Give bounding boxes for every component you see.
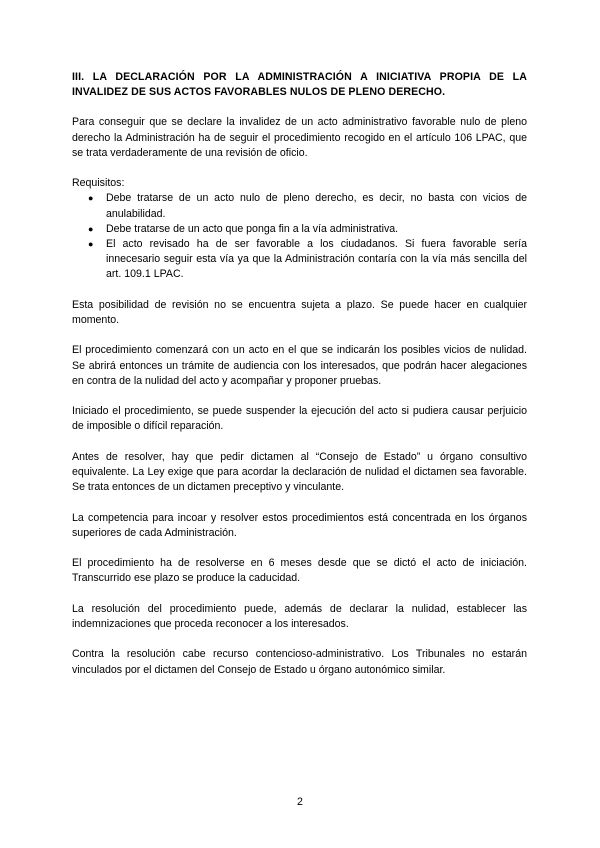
bullet-icon: ● (88, 223, 94, 234)
intro-paragraph: Para conseguir que se declare la invalidez de un acto administrativo favorable nulo de pleno derecho la Administración ha de seguir el procedimiento recogido en el artículo 106 LPAC, que se trata verdaderamente de una revisión de oficio. (72, 116, 527, 159)
body-paragraph: El procedimiento comenzará con un acto en el que se indicarán los posibles vicios de nulidad. Se abrirá entonces un trámite de audiencia con los interesados, que podrán hacer alegaciones en contra de la nulidad del acto y acompañar y proponer pruebas. (72, 344, 527, 387)
body-paragraph: La competencia para incoar y resolver estos procedimientos está concentrada en los órganos superiores de cada Administración. (72, 511, 527, 539)
requirement-text: Debe tratarse de un acto que ponga fin a la vía administrativa. (106, 222, 399, 235)
requirements-label: Requisitos: (72, 177, 125, 190)
list-item (72, 237, 527, 283)
requirement-text: Debe tratarse de un acto nulo de pleno derecho, es decir, no basta con vicios de anulabilidad. (106, 192, 527, 220)
document-page (72, 70, 527, 693)
body-paragraph: Esta posibilidad de revisión no se encuentra sujeta a plazo. Se puede hacer en cualquier momento. (72, 298, 527, 327)
body-paragraph: Contra la resolución cabe recurso contencioso-administrativo. Los Tribunales no estarán vinculados por el dictamen del Consejo de Estado u órgano autonómico similar. (72, 648, 527, 676)
page-number: 2 (297, 796, 303, 808)
body-paragraph: El procedimiento ha de resolverse en 6 meses desde que se dictó el acto de iniciación. Transcurrido ese plazo se produce la caducidad. (72, 557, 527, 585)
list-item (72, 222, 527, 237)
body-paragraph: La resolución del procedimiento puede, además de declarar la nulidad, establecer las indemnizaciones que proceda reconocer a los interesados. (72, 602, 527, 630)
bullet-icon: ● (88, 193, 94, 204)
list-item (72, 191, 527, 221)
requirements-list (72, 191, 527, 282)
bullet-icon: ● (88, 239, 94, 250)
requirement-text: El acto revisado ha de ser favorable a los ciudadanos. Si fuera favorable sería innecesario seguir esta vía ya que la Administración contaría con la vía más sencilla del art. 109.1 LPAC. (106, 238, 527, 281)
body-paragraph: Iniciado el procedimiento, se puede suspender la ejecución del acto si pudiera causar perjuicio de imposible o difícil reparación. (72, 405, 527, 433)
body-paragraph: Antes de resolver, hay que pedir dictamen al “Consejo de Estado” u órgano consultivo equivalente. La Ley exige que para acordar la declaración de nulidad el dictamen sea favorable. Se trata entonces de un dictamen preceptivo y vinculante. (72, 450, 527, 494)
section-heading: III. LA DECLARACIÓN POR LA ADMINISTRACIÓN A INICIATIVA PROPIA DE LA INVALIDEZ DE SUS ACTOS FAVORABLES NULOS DE PLENO DERECHO. (72, 71, 527, 99)
